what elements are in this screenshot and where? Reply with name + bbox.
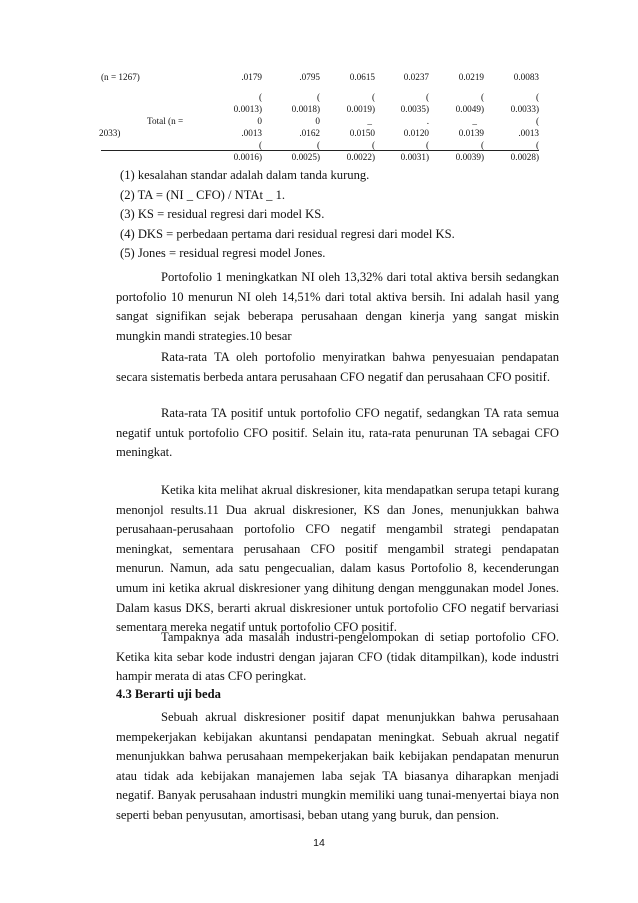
paragraph-text: Sebuah akrual diskresioner positif dapat menunjukkan bahwa perusahaan mempekerjakan kebijakan akuntansi pendapatan meningkat. Sebuah akrual negatif menunjukkan bahwa perusahaan mempekerjakan baik kebijakan pendapatan menurun atau tidak ada kebijakan manajemen laba sejak TA biasanya diharapkan menjadi negatif. Banyak perusahaan industri mungkin memiliki uang tunai-menyertai biaya non seperti beban penyusutan, amortisasi, beban utang yang buruk, dan pension.	[116, 710, 559, 822]
table-cell: (	[316, 92, 320, 102]
table-cell: 0.0237	[403, 72, 429, 82]
table-cell: 0.0083	[513, 72, 539, 82]
paragraph	[116, 481, 559, 638]
note-item: (4) DKS = perbedaan pertama dari residual regresi dari model KS.	[120, 226, 455, 241]
table-row	[101, 92, 539, 104]
row-label: (n = 1267)	[101, 72, 140, 82]
paragraph	[116, 348, 559, 387]
paragraph-text: Rata-rata TA positif untuk portofolio CFO negatif, sedangkan TA rata semua negatif untuk portofolio CFO positif. Selain itu, rata-rata penurunan TA sebagai CFO meningkat.	[116, 406, 559, 460]
table-cell: 0.0031)	[400, 152, 429, 162]
paragraph-text: Tampaknya ada masalah industri-pengelompokan di setiap portofolio CFO. Ketika kita sebar kode industri dengan jajaran CFO (tidak ditampilkan), kode industri hampir merata di atas CFO peringkat.	[116, 630, 559, 684]
table-cell: .0013	[241, 128, 262, 138]
table-notes	[120, 166, 455, 264]
table-row	[101, 152, 539, 164]
table-cell: (	[425, 92, 429, 102]
table-cell: (	[535, 116, 539, 126]
table-cell: (	[371, 140, 375, 150]
table-cell: 0.0150	[349, 128, 375, 138]
table-cell: 0.0120	[403, 128, 429, 138]
table-cell: 0.0219	[458, 72, 484, 82]
table-cell: (	[258, 92, 262, 102]
paragraph	[116, 404, 559, 463]
paragraph	[116, 268, 559, 346]
table-cell: (	[425, 140, 429, 150]
table-cell: 0.0028)	[510, 152, 539, 162]
table-bottom-rule	[101, 150, 539, 151]
table-cell: 0.0019)	[346, 104, 375, 114]
table-cell: 0.0039)	[455, 152, 484, 162]
table-cell: _	[367, 116, 372, 126]
table-cell: _	[472, 116, 477, 126]
page-number: 14	[313, 837, 325, 849]
table-row	[101, 128, 539, 140]
table-cell: 0.0139	[458, 128, 484, 138]
note-item: (2) TA = (NI _ CFO) / NTAt _ 1.	[120, 187, 286, 202]
note-item: (1) kesalahan standar adalah dalam tanda kurung.	[120, 168, 370, 182]
note-item: (3) KS = residual regresi dari model KS.	[120, 207, 325, 222]
table-row	[101, 116, 539, 128]
paragraph-text: Rata-rata TA oleh portofolio menyiratkan bahwa penyesuaian pendapatan secara sistematis berbeda antara perusahaan CFO negatif dan perusahaan CFO positif.	[116, 350, 559, 384]
table-cell: 0.0035)	[400, 104, 429, 114]
table-cell: 0.0018)	[291, 104, 320, 114]
table-cell: .0179	[241, 72, 262, 82]
table-cell: 0.0016)	[233, 152, 262, 162]
paragraph-text: Portofolio 1 meningkatkan NI oleh 13,32% dari total aktiva bersih sedangkan portofolio 10 menurun NI oleh 14,51% dari total aktiva bersih. Ini adalah hasil yang sangat signifikan sejak beberapa perusahaan dengan kinerja yang sangat miskin mungkin mandi strategies.10 besar	[116, 270, 559, 343]
row-label: Total (n =	[147, 116, 184, 126]
table-row	[101, 104, 539, 116]
table-cell: (	[480, 92, 484, 102]
row-label: 2033)	[99, 128, 121, 138]
table-cell: (	[316, 140, 320, 150]
paragraph	[116, 628, 559, 687]
table-cell: .0162	[299, 128, 320, 138]
table-cell: 0.0025)	[291, 152, 320, 162]
table-cell: 0.0013)	[233, 104, 262, 114]
paragraph-text: Ketika kita melihat akrual diskresioner, kita mendapatkan serupa tetapi kurang menonjol results.11 Dua akrual diskresioner, KS dan Jones, menunjukkan bahwa perusahaan-perusahaan portofolio CFO negatif mengambil strategi pendapatan meningkat, sementara perusahaan CFO positif mengambil strategi pendapatan menurun. Namun, ada satu pengecualian, dalam kasus Portofolio 8, kecenderungan umum ini ketika akrual diskresioner yang dihitung dengan menggunakan model Jones. Dalam kasus DKS, berarti akrual diskresioner untuk portofolio CFO negatif bervariasi sementara mereka negatif untuk portofolio CFO positif.	[116, 483, 559, 635]
table-cell: (	[535, 92, 539, 102]
table-cell: 0.0022)	[346, 152, 375, 162]
section-heading: 4.3 Berarti uji beda	[116, 687, 221, 701]
table-row	[101, 72, 539, 84]
table-cell: (	[371, 92, 375, 102]
table-cell: 0.0615	[349, 72, 375, 82]
paragraph	[116, 708, 559, 826]
table-cell: .0795	[299, 72, 320, 82]
table-cell: 0	[257, 116, 262, 126]
table-cell: (	[258, 140, 262, 150]
table-cell: (	[480, 140, 484, 150]
table-cell: (	[535, 140, 539, 150]
table-cell: 0.0049)	[455, 104, 484, 114]
table-cell: 0.0033)	[510, 104, 539, 114]
table-cell: .0013	[518, 128, 539, 138]
note-item: (5) Jones = residual regresi model Jones.	[120, 246, 326, 261]
table-cell: .	[426, 116, 429, 126]
table-cell: 0	[315, 116, 320, 126]
